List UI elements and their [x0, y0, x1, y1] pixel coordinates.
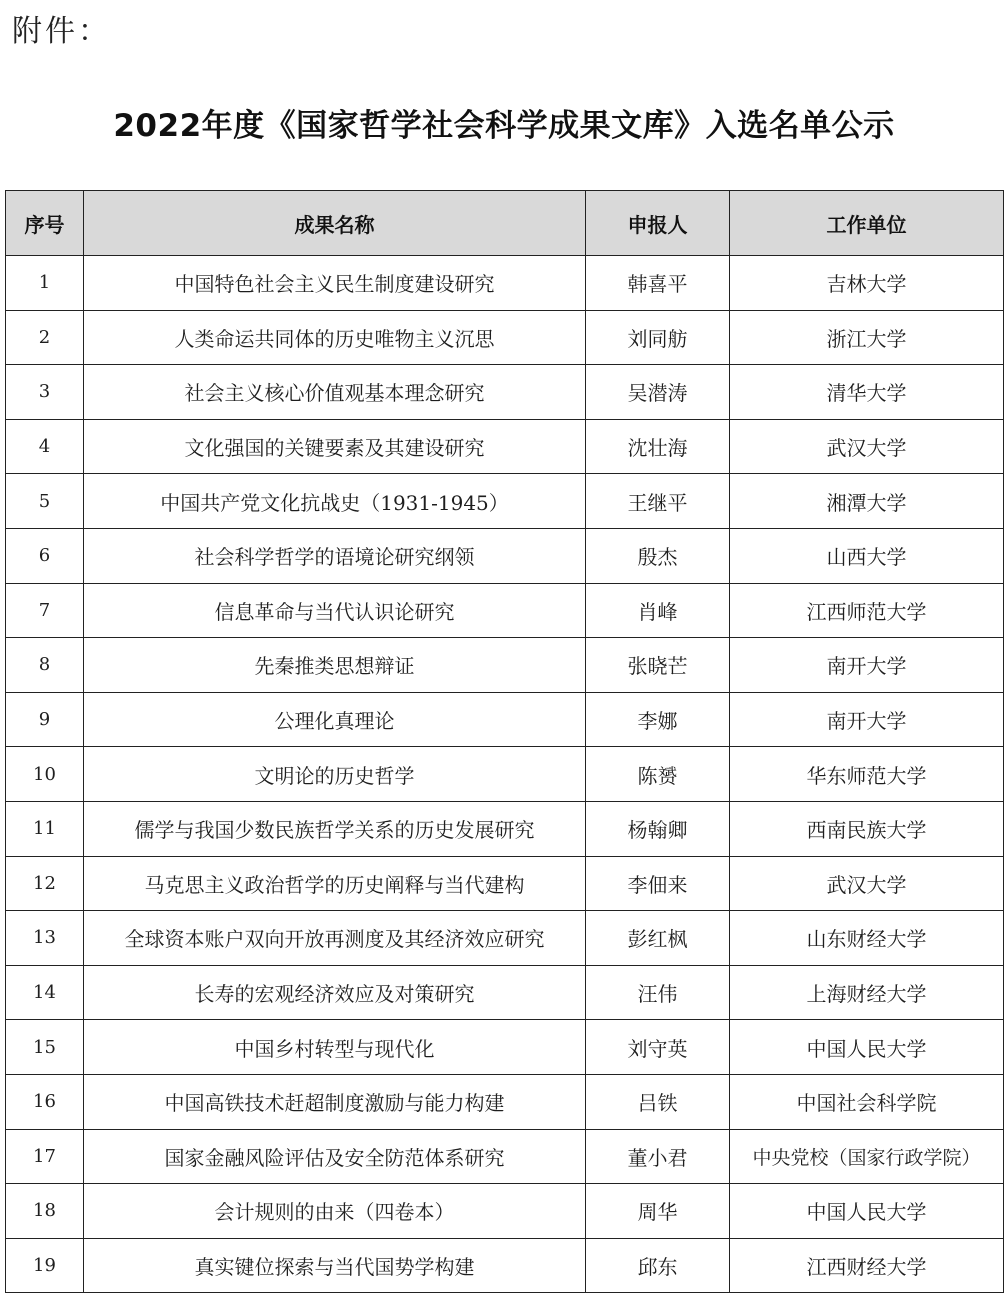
- achievement-name-cell: 公理化真理论: [84, 692, 586, 747]
- applicant-cell: 彭红枫: [586, 911, 730, 966]
- achievement-name-cell: 中国特色社会主义民生制度建设研究: [84, 256, 586, 311]
- table-row: [6, 638, 1004, 693]
- row-number-cell: 19: [6, 1238, 84, 1293]
- table-row: [6, 1129, 1004, 1184]
- row-number-cell: 16: [6, 1074, 84, 1129]
- achievement-name-cell: 社会科学哲学的语境论研究纲领: [84, 528, 586, 583]
- column-header-work-unit: 工作单位: [730, 191, 1004, 256]
- applicant-cell: 陈赟: [586, 747, 730, 802]
- table-row: [6, 1184, 1004, 1239]
- achievement-name-cell: 马克思主义政治哲学的历史阐释与当代建构: [84, 856, 586, 911]
- row-number-cell: 5: [6, 474, 84, 529]
- selection-list-table: [5, 190, 1004, 1293]
- achievement-name-cell: 全球资本账户双向开放再测度及其经济效应研究: [84, 911, 586, 966]
- work-unit-cell: 山东财经大学: [730, 911, 1004, 966]
- applicant-cell: 周华: [586, 1184, 730, 1239]
- row-number-cell: 12: [6, 856, 84, 911]
- row-number-cell: 4: [6, 419, 84, 474]
- work-unit-cell: 中国社会科学院: [730, 1074, 1004, 1129]
- achievement-name-cell: 先秦推类思想辩证: [84, 638, 586, 693]
- work-unit-cell: 中央党校（国家行政学院）: [730, 1129, 1004, 1184]
- table-row: [6, 1074, 1004, 1129]
- applicant-cell: 刘守英: [586, 1020, 730, 1075]
- applicant-cell: 吴潜涛: [586, 365, 730, 420]
- applicant-cell: 张晓芒: [586, 638, 730, 693]
- row-number-cell: 8: [6, 638, 84, 693]
- row-number-cell: 10: [6, 747, 84, 802]
- row-number-cell: 11: [6, 801, 84, 856]
- work-unit-cell: 浙江大学: [730, 310, 1004, 365]
- applicant-cell: 杨翰卿: [586, 801, 730, 856]
- work-unit-cell: 武汉大学: [730, 419, 1004, 474]
- work-unit-cell: 中国人民大学: [730, 1184, 1004, 1239]
- table-row: [6, 747, 1004, 802]
- achievement-name-cell: 文明论的历史哲学: [84, 747, 586, 802]
- row-number-cell: 3: [6, 365, 84, 420]
- attachment-label: 附件：: [12, 14, 111, 49]
- row-number-cell: 14: [6, 965, 84, 1020]
- table-row: [6, 419, 1004, 474]
- achievement-name-cell: 人类命运共同体的历史唯物主义沉思: [84, 310, 586, 365]
- row-number-cell: 7: [6, 583, 84, 638]
- achievement-name-cell: 中国高铁技术赶超制度激励与能力构建: [84, 1074, 586, 1129]
- table-row: [6, 1238, 1004, 1293]
- column-header-applicant: 申报人: [586, 191, 730, 256]
- work-unit-cell: 中国人民大学: [730, 1020, 1004, 1075]
- work-unit-cell: 上海财经大学: [730, 965, 1004, 1020]
- table-row: [6, 310, 1004, 365]
- row-number-cell: 1: [6, 256, 84, 311]
- work-unit-cell: 南开大学: [730, 638, 1004, 693]
- achievement-name-cell: 中国共产党文化抗战史（1931-1945）: [84, 474, 586, 529]
- work-unit-cell: 湘潭大学: [730, 474, 1004, 529]
- table-row: [6, 528, 1004, 583]
- applicant-cell: 韩喜平: [586, 256, 730, 311]
- work-unit-cell: 江西师范大学: [730, 583, 1004, 638]
- applicant-cell: 沈壮海: [586, 419, 730, 474]
- applicant-cell: 殷杰: [586, 528, 730, 583]
- achievement-name-cell: 文化强国的关键要素及其建设研究: [84, 419, 586, 474]
- applicant-cell: 吕铁: [586, 1074, 730, 1129]
- work-unit-cell: 武汉大学: [730, 856, 1004, 911]
- page-title: 2022年度《国家哲学社会科学成果文库》入选名单公示: [113, 108, 895, 144]
- table-row: [6, 474, 1004, 529]
- achievement-name-cell: 社会主义核心价值观基本理念研究: [84, 365, 586, 420]
- table-row: [6, 856, 1004, 911]
- table-row: [6, 1020, 1004, 1075]
- applicant-cell: 邱东: [586, 1238, 730, 1293]
- work-unit-cell: 清华大学: [730, 365, 1004, 420]
- table-row: [6, 911, 1004, 966]
- row-number-cell: 2: [6, 310, 84, 365]
- row-number-cell: 15: [6, 1020, 84, 1075]
- achievement-name-cell: 长寿的宏观经济效应及对策研究: [84, 965, 586, 1020]
- row-number-cell: 18: [6, 1184, 84, 1239]
- column-header-number: 序号: [6, 191, 84, 256]
- table-row: [6, 583, 1004, 638]
- row-number-cell: 9: [6, 692, 84, 747]
- applicant-cell: 李娜: [586, 692, 730, 747]
- applicant-cell: 肖峰: [586, 583, 730, 638]
- applicant-cell: 董小君: [586, 1129, 730, 1184]
- table-header-row: [6, 191, 1004, 256]
- work-unit-cell: 南开大学: [730, 692, 1004, 747]
- achievement-name-cell: 儒学与我国少数民族哲学关系的历史发展研究: [84, 801, 586, 856]
- row-number-cell: 13: [6, 911, 84, 966]
- work-unit-cell: 山西大学: [730, 528, 1004, 583]
- applicant-cell: 刘同舫: [586, 310, 730, 365]
- table-row: [6, 965, 1004, 1020]
- row-number-cell: 6: [6, 528, 84, 583]
- table-row: [6, 801, 1004, 856]
- table-row: [6, 256, 1004, 311]
- achievement-name-cell: 中国乡村转型与现代化: [84, 1020, 586, 1075]
- table-row: [6, 692, 1004, 747]
- work-unit-cell: 江西财经大学: [730, 1238, 1004, 1293]
- achievement-name-cell: 国家金融风险评估及安全防范体系研究: [84, 1129, 586, 1184]
- work-unit-cell: 吉林大学: [730, 256, 1004, 311]
- achievement-name-cell: 会计规则的由来（四卷本）: [84, 1184, 586, 1239]
- achievement-name-cell: 信息革命与当代认识论研究: [84, 583, 586, 638]
- row-number-cell: 17: [6, 1129, 84, 1184]
- work-unit-cell: 华东师范大学: [730, 747, 1004, 802]
- applicant-cell: 李佃来: [586, 856, 730, 911]
- achievement-name-cell: 真实键位探索与当代国势学构建: [84, 1238, 586, 1293]
- work-unit-cell: 西南民族大学: [730, 801, 1004, 856]
- table-row: [6, 365, 1004, 420]
- column-header-achievement-name: 成果名称: [84, 191, 586, 256]
- applicant-cell: 汪伟: [586, 965, 730, 1020]
- applicant-cell: 王继平: [586, 474, 730, 529]
